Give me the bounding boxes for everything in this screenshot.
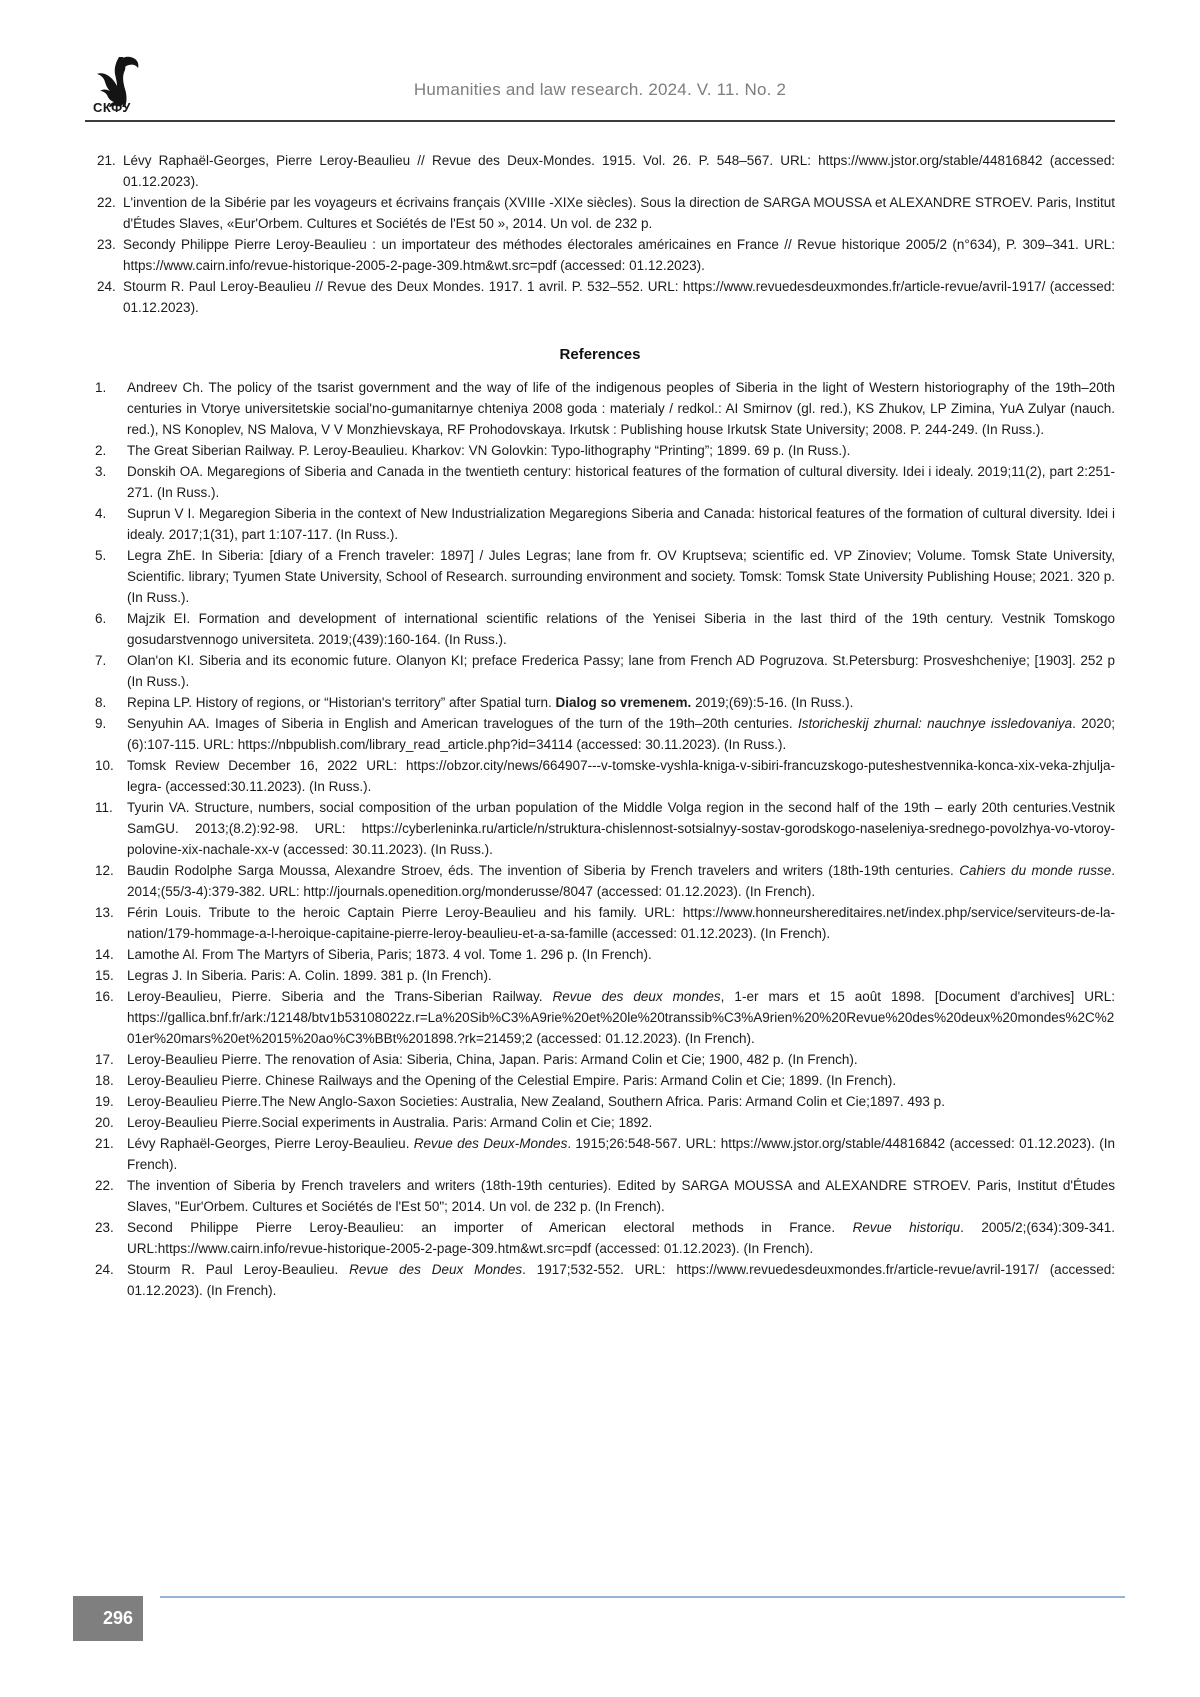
reference-item xyxy=(85,150,1115,192)
reference-number: 15. xyxy=(95,968,114,983)
reference-item xyxy=(85,461,1115,503)
reference-text: Baudin Rodolphe Sarga Moussa, Alexandre Stroev, éds. The invention of Siberia by French travelers and writers (18th-19th centuries. Cahiers du monde russe. 2014;(55/3-4):379-382. URL: http://journals.openedition.org/monderusse/8047 (accessed: 01.12.2023). (In French). xyxy=(127,863,1115,899)
reference-item xyxy=(85,1070,1115,1091)
reference-number: 21. xyxy=(95,1136,114,1151)
reference-number: 8. xyxy=(95,695,107,710)
reference-text: Stourm R. Paul Leroy-Beaulieu // Revue des Deux Mondes. 1917. 1 avril. P. 532–552. URL: https://www.revuedesdeuxmondes.fr/article-revue/avril-1917/ (accessed: 01.12.2023). xyxy=(123,279,1115,315)
reference-item xyxy=(85,503,1115,545)
reference-item xyxy=(85,234,1115,276)
reference-number: 18. xyxy=(95,1073,114,1088)
reference-item xyxy=(85,1217,1115,1259)
reference-item xyxy=(85,713,1115,755)
reference-number: 16. xyxy=(95,989,114,1004)
reference-text: Leroy-Beaulieu, Pierre. Siberia and the Trans-Siberian Railway. Revue des deux mondes, 1-er mars et 15 août 1898. [Document d'archives] URL: https://gallica.bnf.fr/ark:/12148/btv1b53108022z.r=La%20Sib%C3%A9rie%20et%20le%20transsib%C3%A9rien%20%20Revue%20des%20deux%20mondes%2C%201er%20mars%20et%2015%20ao%C3%BBt%201898.?rk=21459;2 (accessed: 01.12.2023). (In French). xyxy=(127,989,1116,1046)
reference-number: 22. xyxy=(97,195,116,210)
reference-text: Lévy Raphaël-Georges, Pierre Leroy-Beaulieu // Revue des Deux-Mondes. 1915. Vol. 26. P. 548–567. URL: https://www.jstor.org/stable/44816842 (accessed: 01.12.2023). xyxy=(123,153,1115,189)
reference-text: Leroy-Beaulieu Pierre. The renovation of Asia: Siberia, China, Japan. Paris: Armand Colin et Cie; 1900, 482 p. (In French). xyxy=(127,1052,858,1067)
reference-text: Olan'on KI. Siberia and its economic future. Olanyon KI; preface Frederica Passy; lane from French AD Pogruzova. St.Petersburg: Prosveshcheniye; [1903]. 252 p (In Russ.). xyxy=(127,653,1115,689)
references-list xyxy=(85,377,1115,1301)
reference-number: 7. xyxy=(95,653,107,668)
reference-text: Legras J. In Siberia. Paris: A. Colin. 1899. 381 p. (In French). xyxy=(127,968,492,983)
reference-number: 13. xyxy=(95,905,114,920)
reference-number: 11. xyxy=(95,800,113,815)
reference-item xyxy=(85,608,1115,650)
reference-item xyxy=(85,650,1115,692)
reference-number: 5. xyxy=(95,548,107,563)
reference-number: 23. xyxy=(95,1220,114,1235)
reference-text: The Great Siberian Railway. P. Leroy-Beaulieu. Kharkov: VN Golovkin: Typo-lithography “Printing”; 1899. 69 p. (In Russ.). xyxy=(127,443,851,458)
reference-text: Repina LP. History of regions, or “Historian's territory” after Spatial turn. Dialog so vremenem. 2019;(69):5-16. (In Russ.). xyxy=(127,695,854,710)
reference-item xyxy=(85,192,1115,234)
reference-number: 14. xyxy=(95,947,114,962)
footer-divider xyxy=(160,1596,1125,1598)
reference-text: Lévy Raphaël-Georges, Pierre Leroy-Beaulieu. Revue des Deux-Mondes. 1915;26:548-567. URL: https://www.jstor.org/stable/44816842 (accessed: 01.12.2023). (In French). xyxy=(127,1136,1115,1172)
journal-title: Humanities and law research. 2024. V. 11. No. 2 xyxy=(413,80,787,99)
reference-text: Second Philippe Pierre Leroy-Beaulieu: an importer of American electoral methods in France. Revue historiqu. 2005/2;(634):309-341. URL:https://www.cairn.info/revue-historique-2005-2-page-309.htm&wt.src=pdf (accessed: 01.12.2023). (In French). xyxy=(127,1220,1115,1256)
reference-item xyxy=(85,692,1115,713)
reference-number: 24. xyxy=(95,1262,114,1277)
reference-item xyxy=(85,944,1115,965)
page-content xyxy=(85,150,1115,1301)
reference-item xyxy=(85,545,1115,608)
reference-item xyxy=(85,1175,1115,1217)
reference-text: Secondy Philippe Pierre Leroy-Beaulieu : un importateur des méthodes électorales américaines en France // Revue historique 2005/2 (n°634), P. 309–341. URL: https://www.cairn.info/revue-historique-2005-2-page-309.htm&wt.src=pdf (accessed: 01.12.2023). xyxy=(123,237,1115,273)
reference-number: 22. xyxy=(95,1178,114,1193)
reference-text: Leroy-Beaulieu Pierre.Social experiments in Australia. Paris: Armand Colin et Cie; 1892. xyxy=(127,1115,653,1130)
reference-number: 6. xyxy=(95,611,107,626)
reference-text: Lamothe Al. From The Martyrs of Siberia, Paris; 1873. 4 vol. Tome 1. 296 p. (In French). xyxy=(127,947,652,962)
reference-text: The invention of Siberia by French travelers and writers (18th-19th centuries). Edited by SARGA MOUSSA and ALEXANDRE STROEV. Paris, Institut d'Études Slaves, "Eur'Orbem. Cultures et Sociétés de l'Est 50"; 2014. Un vol. de 232 p. (In French). xyxy=(127,1178,1115,1214)
reference-text: Stourm R. Paul Leroy-Beaulieu. Revue des Deux Mondes. 1917;532-552. URL: https://www.revuedesdeuxmondes.fr/article-revue/avril-1917/ (accessed: 01.12.2023). (In French). xyxy=(127,1262,1115,1298)
reference-item xyxy=(85,1049,1115,1070)
reference-number: 17. xyxy=(95,1052,114,1067)
reference-text: Senyuhin AA. Images of Siberia in English and American travelogues of the turn of the 19th–20th centuries. Istoricheskij zhurnal: nauchnye issledovaniya. 2020;(6):107-115. URL: https://nbpublish.com/library_read_article.php?id=34114 (accessed: 30.11.2023). (In Russ.). xyxy=(127,716,1115,752)
bibliography-list-continued xyxy=(85,150,1115,318)
reference-item xyxy=(85,797,1115,860)
reference-text: Férin Louis. Tribute to the heroic Captain Pierre Leroy-Beaulieu and his family. URL: https://www.honneurshereditaires.net/index.php/service/serviteurs-de-la-nation/179-hommage-a-l-heroique-capitaine-pierre-leroy-beaulieu-et-a-sa-famille (accessed: 01.12.2023). (In French). xyxy=(127,905,1115,941)
reference-item xyxy=(85,1091,1115,1112)
reference-number: 19. xyxy=(95,1094,114,1109)
reference-item xyxy=(85,276,1115,318)
reference-number: 20. xyxy=(95,1115,114,1130)
reference-number: 23. xyxy=(97,237,116,252)
reference-item xyxy=(85,1259,1115,1301)
reference-item xyxy=(85,902,1115,944)
reference-number: 2. xyxy=(95,443,107,458)
reference-item xyxy=(85,965,1115,986)
reference-number: 21. xyxy=(97,153,116,168)
reference-item xyxy=(85,755,1115,797)
reference-text: L'invention de la Sibérie par les voyageurs et écrivains français (XVIIIe -XIXe siècles). Sous la direction de SARGA MOUSSA et ALEXANDRE STROEV. Paris, Institut d'Études Slaves, «Eur'Orbem. Cultures et Sociétés de l'Est 50 », 2014. Un vol. de 232 p. xyxy=(123,195,1115,231)
reference-text: Leroy-Beaulieu Pierre.The New Anglo-Saxon Societies: Australia, New Zealand, Southern Africa. Paris: Armand Colin et Cie;1897. 493 p. xyxy=(127,1094,945,1109)
reference-text: Donskih OA. Megaregions of Siberia and Canada in the twentieth century: historical features of the formation of cultural diversity. Idei i idealy. 2019;11(2), part 2:251-271. (In Russ.). xyxy=(127,464,1115,500)
page-header xyxy=(85,0,1115,122)
reference-item xyxy=(85,986,1115,1049)
reference-text: Tomsk Review December 16, 2022 URL: https://obzor.city/news/664907---v-tomske-vyshla-kniga-v-sibiri-francuzskogo-puteshestvennika-konca-xix-veka-zhjulja-legra- (accessed:30.11.2023). (In Russ.). xyxy=(127,758,1115,794)
logo-text: СКФУ xyxy=(93,100,131,115)
reference-text: Andreev Ch. The policy of the tsarist government and the way of life of the indigenous peoples of Siberia in the light of Western historiography of the 19th–20th centuries in Vtorye universitetskie social'no-gumanitarnye chteniya 2008 goda : materialy / redkol.: AI Smirnov (gl. red.), KS Zhukov, LP Zimina, YuA Zulyar (nauch. red.), NS Konoplev, NS Malova, V V Monzhievskaya, RF Prohodovskaya. Irkutsk : Publishing house Irkutsk State University; 2008. P. 244-249. (In Russ.). xyxy=(127,380,1115,437)
reference-text: Suprun V I. Megaregion Siberia in the context of New Industrialization Megaregions Siberia and Canada: historical features of the formation of cultural diversity. Idei i idealy. 2017;1(31), part 1:107-117. (In Russ.). xyxy=(127,506,1115,542)
reference-item xyxy=(85,860,1115,902)
reference-number: 3. xyxy=(95,464,107,479)
reference-number: 9. xyxy=(95,716,107,731)
reference-text: Leroy-Beaulieu Pierre. Chinese Railways and the Opening of the Celestial Empire. Paris: Armand Colin et Cie; 1899. (In French). xyxy=(127,1073,897,1088)
reference-item xyxy=(85,1133,1115,1175)
reference-text: Tyurin VA. Structure, numbers, social composition of the urban population of the Middle Volga region in the second half of the 19th – early 20th centuries.Vestnik SamGU. 2013;(8.2):92-98. URL: https://cyberleninka.ru/article/n/struktura-chislennost-sotsialnyy-sostav-gorodskogo-naseleniya-srednego-povolzhya-vo-vtoroy-polovine-xix-nachale-xx-v (accessed: 30.11.2023). (In Russ.). xyxy=(127,800,1115,857)
reference-number: 10. xyxy=(95,758,114,773)
reference-text: Legra ZhE. In Siberia: [diary of a French traveler: 1897] / Jules Legras; lane from fr. OV Kruptseva; scientific ed. VP Zinoviev; Volume. Tomsk State University, Scientific. library; Tyumen State University, School of Research. surrounding environment and society. Tomsk: Tomsk State University Publishing House; 2021. 320 p. (In Russ.). xyxy=(127,548,1115,605)
reference-number: 24. xyxy=(97,279,116,294)
reference-item xyxy=(85,1112,1115,1133)
reference-item xyxy=(85,377,1115,440)
references-heading: References xyxy=(559,346,641,363)
reference-text: Majzik EI. Formation and development of international scientific relations of the Yenisei Siberia in the last third of the 19th century. Vestnik Tomskogo gosudarstvennogo universiteta. 2019;(439):160-164. (In Russ.). xyxy=(127,611,1115,647)
reference-number: 12. xyxy=(95,863,114,878)
reference-number: 1. xyxy=(95,380,107,395)
page-number-badge: 296 xyxy=(73,1596,143,1641)
reference-item xyxy=(85,440,1115,461)
reference-number: 4. xyxy=(95,506,107,521)
